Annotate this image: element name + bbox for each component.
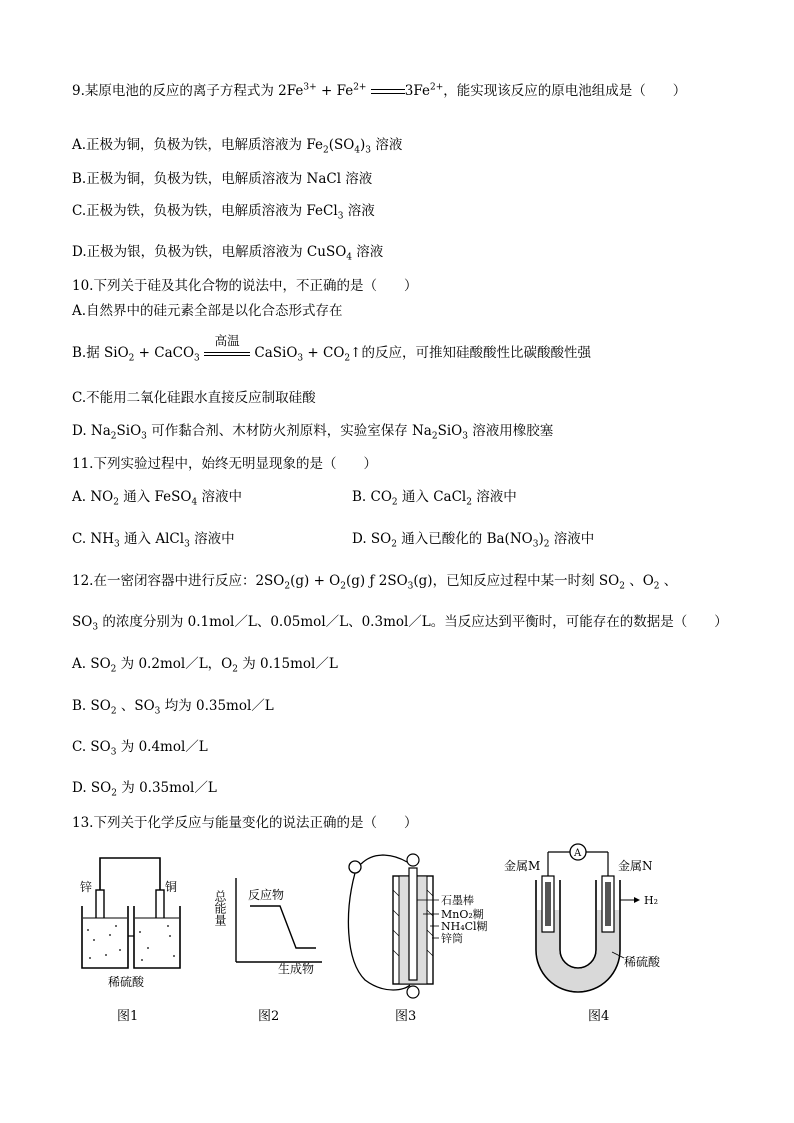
figure-4-caption: 图4 (588, 1009, 610, 1024)
figure-3-caption: 图3 (395, 1009, 417, 1024)
graphite-rod-label: 石墨棒 (441, 894, 474, 907)
q11-option-b: B. $CO_2$ 通入 CaCl$_2$ 溶液中 (352, 489, 517, 508)
q10-option-a: A.自然界中的硅元素全部是以化合态形式存在 (72, 303, 343, 319)
q11-option-a: A. $NO_2$ 通入 FeSO$_4$ 溶液中 (72, 489, 243, 508)
figure-3-dry-cell (335, 840, 510, 1005)
figure-1-galvanic-cell (70, 840, 200, 1000)
figure-1-caption: 图1 (117, 1009, 139, 1024)
dilute-sulfuric-acid-label: 稀硫酸 (108, 975, 145, 989)
q10-option-b: B.据 SiO$_2$ + CaCO$_3$ 高温 CaSiO$_3$ + $CO_2↑$的反应，可推知硅酸酸性比碳酸酸性强 (72, 332, 591, 364)
q12-option-d: D. $SO_2$ 为 0.35mol／L (72, 780, 217, 799)
metal-m-label: 金属M (504, 859, 541, 873)
figure-2-energy-diagram (212, 840, 332, 1000)
figure-2-caption: 图2 (258, 1009, 280, 1024)
metal-n-label: 金属N (618, 859, 653, 873)
q10-option-c: C.不能用二氧化硅跟水直接反应制取硅酸 (72, 390, 316, 406)
q11-option-c: C. $NH_3$ 通入 AlCl$_3$ 溶液中 (72, 531, 235, 550)
q12-stem-line2: $SO_3$ 的浓度分别为 0.1mol／L、0.05mol／L、0.3mol／L。当反应达到平衡时，可能存在的数据是（ ） (72, 614, 728, 633)
mno2-paste-label: MnO₂糊 (441, 908, 484, 921)
figure-4-u-tube-cell (500, 840, 700, 1000)
q11-stem: 11.下列实验过程中，始终无明显现象的是（ ） (72, 456, 377, 472)
dilute-sulfuric-acid-label-4: 稀硫酸 (624, 955, 661, 969)
q10-option-d: D. $Na_2SiO_3$ 可作黏合剂、木材防火剂原料，实验室保存 $Na_2SiO_3$ 溶液用橡胶塞 (72, 423, 554, 442)
nh4cl-paste-label: NH₄Cl糊 (441, 920, 488, 933)
product-label: 生成物 (278, 962, 315, 976)
ammeter-label: A (574, 848, 582, 859)
q9-option-d: D.正极为银，负极为铁，电解质溶液为 CuSO$_4$ 溶液 (72, 244, 384, 263)
q12-stem: 12.在一密闭容器中进行反应：$2SO_2(g) + O_2(g)$ ƒ $2SO_3(g)$，已知反应过程中某一时刻 $SO_2$ 、$O_2$ 、 (72, 573, 678, 592)
q13-stem: 13.下列关于化学反应与能量变化的说法正确的是（ ） (72, 815, 418, 831)
q9-option-b: B.正极为铜，负极为铁，电解质溶液为 NaCl 溶液 (72, 171, 373, 187)
q9-option-c: C.正极为铁，负极为铁，电解质溶液为 FeCl$_3$ 溶液 (72, 203, 375, 222)
q12-option-b: B. $SO_2$ 、$SO_3$ 均为 0.35mol／L (72, 698, 274, 717)
q12-option-a: A. $SO_2$ 为 0.2mol／L，$O_2$ 为 0.15mol／L (72, 656, 338, 675)
hydrogen-label: H₂ (644, 894, 659, 907)
zinc-label: 锌 (80, 880, 93, 894)
zinc-can-label: 锌筒 (441, 932, 463, 945)
copper-label: 铜 (165, 880, 178, 894)
reactant-label: 反应物 (248, 888, 285, 902)
bulb-icon (349, 861, 361, 873)
high-temp-condition: 高温 (204, 345, 250, 363)
q10-stem: 10.下列关于硅及其化合物的说法中，不正确的是（ ） (72, 278, 418, 294)
q11-option-d: D. $SO_2$ 通入已酸化的 $Ba(NO_3)_2$ 溶液中 (352, 531, 595, 550)
q12-option-c: C. $SO_3$ 为 0.4mol／L (72, 739, 208, 758)
q9-stem: 9.某原电池的反应的离子方程式为 $2Fe^{3+} + Fe^{2+}$ $3Fe^{2+}$，能实现该反应的原电池组成是（ ） (72, 82, 687, 99)
q9-option-a: A.正极为铜，负极为铁，电解质溶液为 $Fe_2(SO_4)_3$ 溶液 (72, 137, 403, 156)
y-axis-label: 总能量 (213, 890, 227, 926)
